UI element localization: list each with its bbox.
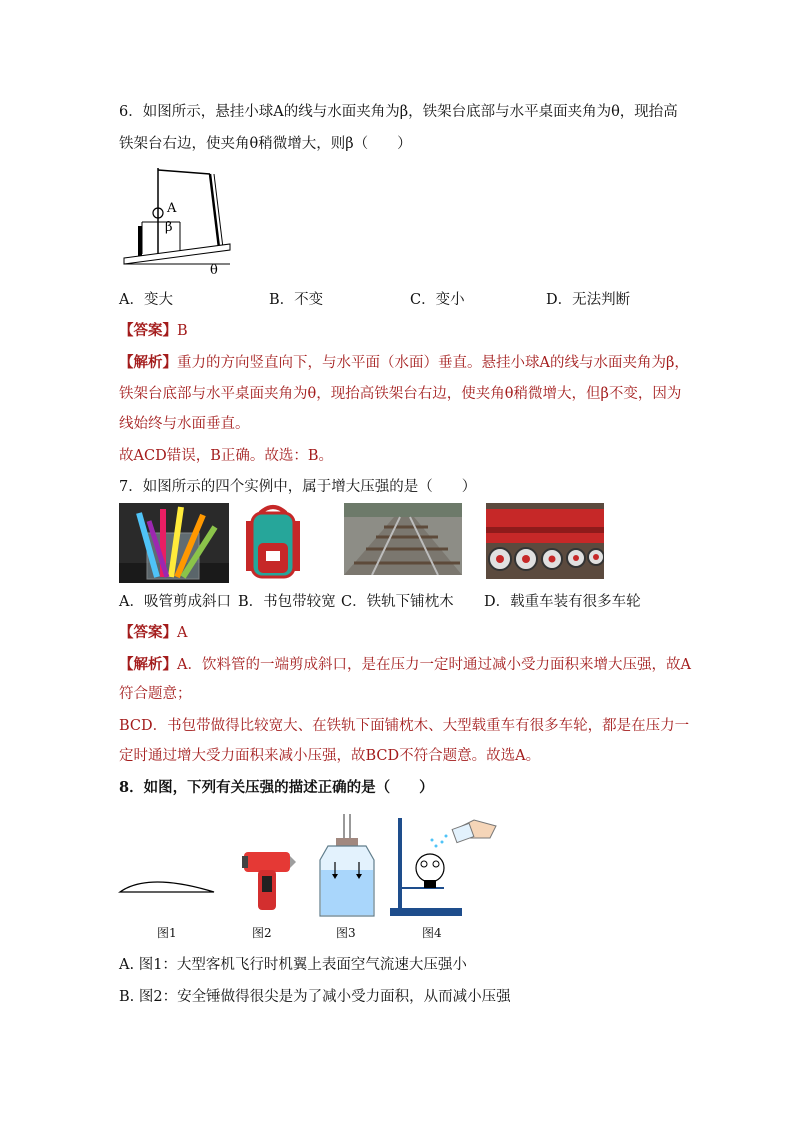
q7-option-d: D．载重车装有很多车轮: [484, 594, 641, 610]
bottle-with-tube-figure: [318, 812, 376, 920]
q6-analysis-line4: 故ACD错误，B正确。故选：B。: [119, 448, 334, 464]
backpack-image: [238, 503, 308, 583]
q6-iron-stand-figure: [118, 166, 234, 278]
label-beta: β: [165, 220, 173, 235]
q8-stem: 8．如图，下列有关压强的描述正确的是（ ）: [119, 779, 434, 796]
q6-answer: 【答案】B: [119, 322, 188, 339]
q7-stem: 7．如图所示的四个实例中，属于增大压强的是（ ）: [119, 479, 477, 495]
q6-option-d: D．无法判断: [546, 292, 631, 308]
q7-answer: 【答案】A: [119, 624, 188, 641]
q6-option-b: B．不变: [269, 292, 324, 308]
fig3-caption: 图3: [336, 926, 356, 940]
heavy-truck-image: [486, 503, 604, 579]
q7-analysis-line1: 【解析】A．饮料管的一端剪成斜口，是在压力一定时通过减小受力面积来增大压强，故A: [119, 656, 691, 673]
q6-analysis-line3: 线始终与水面垂直。: [119, 416, 250, 432]
fig2-caption: 图2: [252, 926, 272, 940]
label-theta: θ: [210, 263, 218, 278]
fig4-caption: 图4: [422, 926, 442, 940]
safety-hammer-figure: [240, 848, 296, 912]
q6-stem-line2: 铁架台右边，使夹角θ稍微增大，则β（ ）: [119, 136, 412, 152]
q7-option-a: A．吸管剪成斜口: [119, 594, 231, 610]
stand-and-flask-figure: [384, 812, 500, 920]
straws-in-cup-image: [119, 503, 229, 583]
q7-analysis-line3: BCD．书包带做得比较宽大、在铁轨下面铺枕木、大型载重车有很多车轮，都是在压力一: [119, 718, 690, 734]
q8-option-a: A. 图1：大型客机飞行时机翼上表面空气流速大压强小: [119, 957, 467, 973]
q6-option-c: C．变小: [410, 292, 465, 308]
q7-option-c: C．铁轨下铺枕木: [341, 594, 454, 610]
q6-analysis-line1: 【解析】重力的方向竖直向下，与水平面（水面）垂直。悬挂小球A的线与水面夹角为β，: [119, 354, 689, 371]
q6-analysis-line2: 铁架台底部与水平桌面夹角为θ，现抬高铁架台右边，使夹角θ稍微增大，但β不变，因为: [119, 386, 682, 402]
q6-option-a: A．变大: [119, 292, 173, 308]
q8-option-b: B. 图2：安全锤做得很尖是为了减小受力面积，从而减小压强: [119, 989, 511, 1005]
q7-analysis-line4: 定时通过增大受力面积来减小压强，故BCD不符合题意。故选A。: [119, 748, 541, 764]
fig1-caption: 图1: [157, 926, 177, 940]
wing-airfoil-figure: [118, 870, 218, 896]
q7-option-b: B．书包带较宽: [238, 594, 336, 610]
q7-analysis-line2: 符合题意；: [119, 686, 192, 702]
label-a: A: [167, 201, 177, 216]
q6-stem-line1: 6．如图所示，悬挂小球A的线与水面夹角为β，铁架台底部与水平桌面夹角为θ，现抬高: [119, 104, 678, 120]
railway-track-image: [344, 503, 462, 575]
